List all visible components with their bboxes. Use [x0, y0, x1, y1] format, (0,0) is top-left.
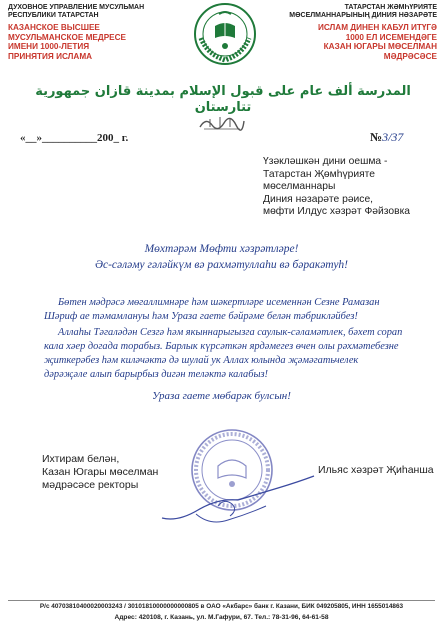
header-right-medrese: [247, 23, 437, 61]
letter-paragraph-1: Бөтен мәдрәсә мөгаллимнәре һәм шәкертләре исеменнән Сезне Рамазан Шәриф ае тәмамлануы һәм Ураза гаете бәйрәме белән тәбрикләйбез!: [44, 297, 380, 322]
letter-paragraph-2: Аллаһы Тәгаләдән Сезгә һәм якыннарыгызга саулык-сәламәтлек, бәхет сорап кала хәер догада торабыз. Барлык күрсәткән ярдәмегез өчен олы рәхмәтебезне җиткерәбез һәм киләчәктә дә шулай ук Аллах юлында җәмәгатьчелек дәрәҗәле алып барырбыз дигән теләктә калабыз!: [44, 327, 403, 380]
header-right-red-1: ИСЛАМ ДИНЕН КАБУЛ ИТҮГӘ: [317, 23, 437, 32]
number-label: №: [370, 130, 383, 144]
signature-right-name: Ильяс хәзрәт Җиһанша: [318, 464, 434, 476]
header-right-line-2: МӨСЕЛМАННАРЫНЫҢ ДИНИЯ НӘЗАРӘТЕ: [289, 12, 437, 19]
header-right-red-4: МӘДРӘСӘСЕ: [383, 51, 437, 61]
header-left-red-4: ПРИНЯТИЯ ИСЛАМА: [8, 51, 93, 61]
header-left-line-2: РЕСПУБЛИКИ ТАТАРСТАН: [8, 12, 99, 19]
header-left-red-3: ИМЕНИ 1000-ЛЕТИЯ: [8, 42, 90, 51]
addressee-line-2: Татарстан Җөмһүрияте: [263, 168, 375, 180]
header-left-red-2: МУСУЛЬМАНСКОЕ МЕДРЕСЕ: [8, 32, 126, 42]
header-right-line-1: ТАТАРСТАН ЖӘМҺҮРИЯТЕ: [344, 4, 437, 11]
addressee-line-5: мөфти Илдус хәзрәт Фәйзовка: [263, 206, 411, 218]
header-left-red-1: КАЗАНСКОЕ ВЫСШЕЕ: [8, 23, 100, 32]
greeting-2: Әс-сәләму гәләйкүм вә рахмәтуллаһи вә бәракәтуһ!: [94, 259, 349, 271]
footer-bank-details: Р/с 40703810400020003243 / 30101810000000000805 в ОАО «Акбарс» банк г. Казани, БИК 049205805, ИНН 1655014863: [39, 603, 404, 610]
signature-left-line-1: Ихтирам белән,: [42, 453, 120, 465]
addressee-line-1: Үзәкләшкән дини оешма -: [263, 156, 388, 167]
calligraphy-icon: [198, 113, 246, 133]
number-value: 3/37: [382, 130, 404, 144]
date-line: «__»__________200_ г.: [20, 132, 129, 144]
footer-address: Адрес: 420108, г. Казань, ул. М.Гафури, 67. Тел.: 78-31-96, 64-61-58: [114, 614, 329, 621]
greeting-1: Мөхтәрәм Мөфти хәзрәтләре!: [144, 243, 299, 255]
header-left-org: [8, 4, 183, 20]
header-right-red-3: КАЗАН ЮГАРЫ МӨСЕЛМАН: [323, 42, 437, 51]
letter-closing: Ураза гаете мөбарәк булсын!: [152, 390, 291, 402]
outgoing-number: [370, 130, 403, 145]
handwritten-signature-icon: [158, 470, 318, 530]
footer-divider: [8, 600, 435, 601]
medrese-logo-icon: [193, 2, 257, 66]
arabic-institution-name: المدرسة ألف عام على قبول الإسلام بمدينة قازان جمهورية تتارستان: [35, 84, 411, 115]
signature-left-line-3: мәдрәсәсе ректоры: [42, 479, 139, 491]
header-left-line-1: ДУХОВНОЕ УПРАВЛЕНИЕ МУСУЛЬМАН: [8, 4, 145, 11]
addressee-line-4: Диния нәзарәте рәисе,: [263, 193, 374, 205]
header-right-org: [247, 4, 437, 20]
signature-left: [42, 453, 158, 492]
header-right-red-2: 1000 ЕЛ ИСЕМЕНДӘГЕ: [345, 32, 437, 42]
addressee-line-3: мөселманнары: [263, 181, 336, 193]
signature-left-line-2: Казан Югары мөселман: [42, 466, 159, 478]
header-left-medrese: [8, 23, 188, 61]
addressee-block: [263, 156, 441, 219]
